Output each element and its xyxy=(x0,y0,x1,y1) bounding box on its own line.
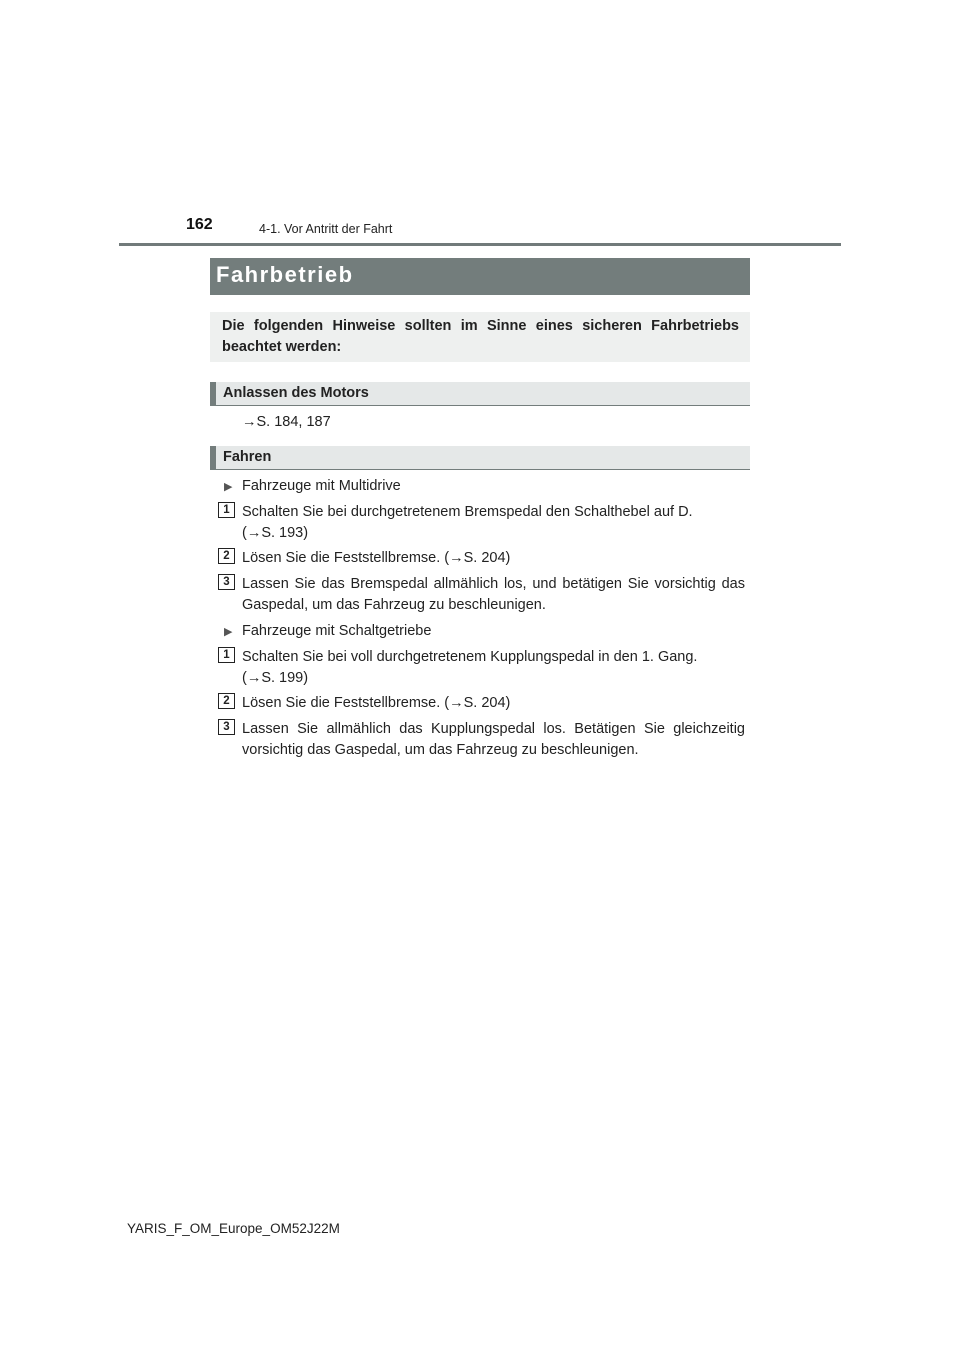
step-text: Lösen Sie die Feststellbremse. (→S. 204) xyxy=(242,550,511,566)
header-rule xyxy=(119,243,841,246)
section-reference: 4-1. Vor Antritt der Fahrt xyxy=(259,222,393,236)
step-text: Schalten Sie bei durchgetretenem Bremspedal den Schalthebel auf D. xyxy=(242,504,693,520)
engine-start-reference xyxy=(242,412,331,433)
step-text: Schalten Sie bei voll durchgetretenem Kupplungspedal in den 1. Gang. xyxy=(242,649,698,665)
step-number-1: 1 xyxy=(218,647,235,663)
step-text-ref: (→S. 193) xyxy=(242,525,309,541)
page-number: 162 xyxy=(186,216,213,233)
triangle-bullet-icon: ▶ xyxy=(224,626,233,638)
triangle-bullet-icon: ▶ xyxy=(224,481,233,493)
step-number-3: 3 xyxy=(218,719,235,735)
step-number-2: 2 xyxy=(218,693,235,709)
step-number-2: 2 xyxy=(218,548,235,564)
step-text-ref: (→S. 199) xyxy=(242,670,309,686)
page-reference-link[interactable]: S. 184, 187 xyxy=(256,414,331,430)
step-number-3: 3 xyxy=(218,574,235,590)
manual-label: Fahrzeuge mit Schaltgetriebe xyxy=(242,623,432,639)
step-text: Lassen Sie allmählich das Kupplungspedal los. Betätigen Sie gleichzeitig vorsichtig das Gaspedal, um das Fahrzeug zu beschleunigen. xyxy=(242,721,745,758)
intro-box: Die folgenden Hinweise sollten im Sinne eines sicheren Fahrbetriebs beachtet werden: xyxy=(210,312,750,362)
engine-start-heading: Anlassen des Motors xyxy=(210,382,750,406)
driving-heading: Fahren xyxy=(210,446,750,470)
arrow-icon: → xyxy=(242,414,257,430)
step-text: Lassen Sie das Bremspedal allmählich los, und betätigen Sie vorsichtig das Gaspedal, um das Fahrzeug zu beschleunigen. xyxy=(242,576,745,613)
page-title: Fahrbetrieb xyxy=(210,258,750,295)
step-text: Lösen Sie die Feststellbremse. (→S. 204) xyxy=(242,695,511,711)
step-number-1: 1 xyxy=(218,502,235,518)
footer-document-id: YARIS_F_OM_Europe_OM52J22M xyxy=(127,1221,340,1236)
multidrive-label: Fahrzeuge mit Multidrive xyxy=(242,478,401,494)
